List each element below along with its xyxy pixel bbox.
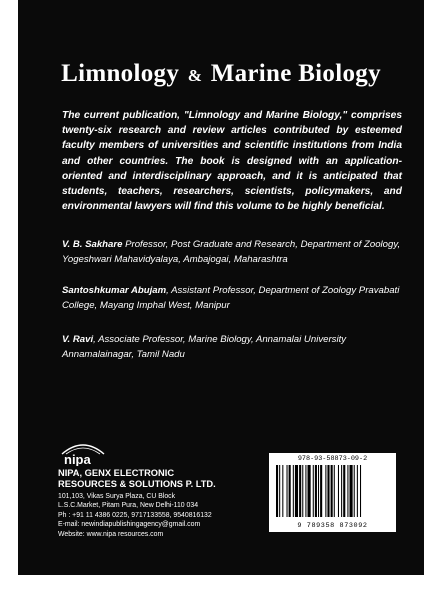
isbn-bottom-text: 9 789358 873092 xyxy=(297,522,368,530)
barcode-bars xyxy=(276,465,389,517)
barcode-bar xyxy=(334,465,335,517)
barcode-bar xyxy=(350,465,353,517)
author-2-name: Santoshkumar Abujam xyxy=(62,285,167,296)
back-cover xyxy=(18,0,424,575)
author-3 xyxy=(62,332,407,362)
isbn-barcode xyxy=(269,453,396,532)
barcode-bar xyxy=(308,465,311,517)
barcode-bar xyxy=(325,465,326,517)
author-3-desc: , Associate Professor, Marine Biology, Annamalai University Annamalainagar, Tamil Nadu xyxy=(62,334,347,360)
barcode-bar xyxy=(341,465,342,517)
publisher-logo-text: nipa xyxy=(64,452,91,466)
barcode-bar xyxy=(295,465,298,517)
author-1-name: V. B. Sakhare xyxy=(62,239,123,250)
author-2-desc: , Assistant Professor, Department of Zoology Pravabati College, Mayang Imphal West, Manipur xyxy=(62,285,400,311)
isbn-top-text: 978-93-58873-09-2 xyxy=(297,455,368,463)
author-2 xyxy=(62,283,407,313)
barcode-bar xyxy=(299,465,301,517)
barcode-bar xyxy=(338,465,339,517)
barcode-bar xyxy=(357,465,358,517)
barcode-bar xyxy=(289,465,291,517)
book-title xyxy=(18,60,424,88)
barcode-bar xyxy=(305,465,306,517)
publisher-name-line-2: RESOURCES & SOLUTIONS P. LTD. xyxy=(58,479,216,489)
author-1 xyxy=(62,237,407,267)
publisher-name xyxy=(58,468,216,490)
title-part-1: Limnology xyxy=(61,60,180,87)
barcode-bar xyxy=(302,465,303,517)
author-3-name: V. Ravi xyxy=(62,334,94,345)
publisher-name-line-1: NIPA, GENX ELECTRONIC xyxy=(58,468,175,478)
barcode-bar xyxy=(360,465,361,517)
title-ampersand: & xyxy=(187,66,203,85)
barcode-bar xyxy=(287,465,288,517)
barcode-bar xyxy=(347,465,348,517)
publisher-address xyxy=(58,492,212,539)
barcode-bar xyxy=(293,465,294,517)
barcode-bar xyxy=(315,465,317,517)
address-line: 101,103, Vikas Surya Plaza, CU Block xyxy=(58,493,176,500)
barcode-bar xyxy=(331,465,333,517)
author-1-desc: Professor, Post Graduate and Research, Department of Zoology, Yogeshwari Mahavidyalaya, Ambajogai, Maharashtra xyxy=(62,239,401,265)
website-line: Website: www.nipa resources.com xyxy=(58,530,164,538)
barcode-bar xyxy=(276,465,278,517)
title-part-2: Marine Biology xyxy=(210,60,381,87)
email-line: E-mail: newindiapublishingagency@gmail.com xyxy=(58,521,201,529)
barcode-bar xyxy=(313,465,314,517)
phone-line: Ph : +91 11 4386 0225, 9717133558, 9540816132 xyxy=(58,511,212,519)
barcode-bar xyxy=(318,465,319,517)
barcode-bar xyxy=(343,465,345,517)
publisher-logo xyxy=(58,440,108,471)
barcode-bar xyxy=(327,465,329,517)
address-line: L.S.C.Market, Pitam Pura, New Delhi-110 034 xyxy=(58,502,199,510)
barcode-bar xyxy=(279,465,280,517)
book-description: The current publication, "Limnology and Marine Biology," comprises twenty-six research and review articles contributed by esteemed faculty members of universities and scientific institutions from India and other countries. The book is designed with an application-oriented and interdisciplinary approach, and it is anticipated that students, teachers, researchers, scientists, policymakers, and environmental lawyers will find this volume to be highly beneficial. xyxy=(62,110,402,213)
barcode-bar xyxy=(282,465,283,517)
barcode-bar xyxy=(320,465,322,517)
barcode-bar xyxy=(354,465,355,517)
